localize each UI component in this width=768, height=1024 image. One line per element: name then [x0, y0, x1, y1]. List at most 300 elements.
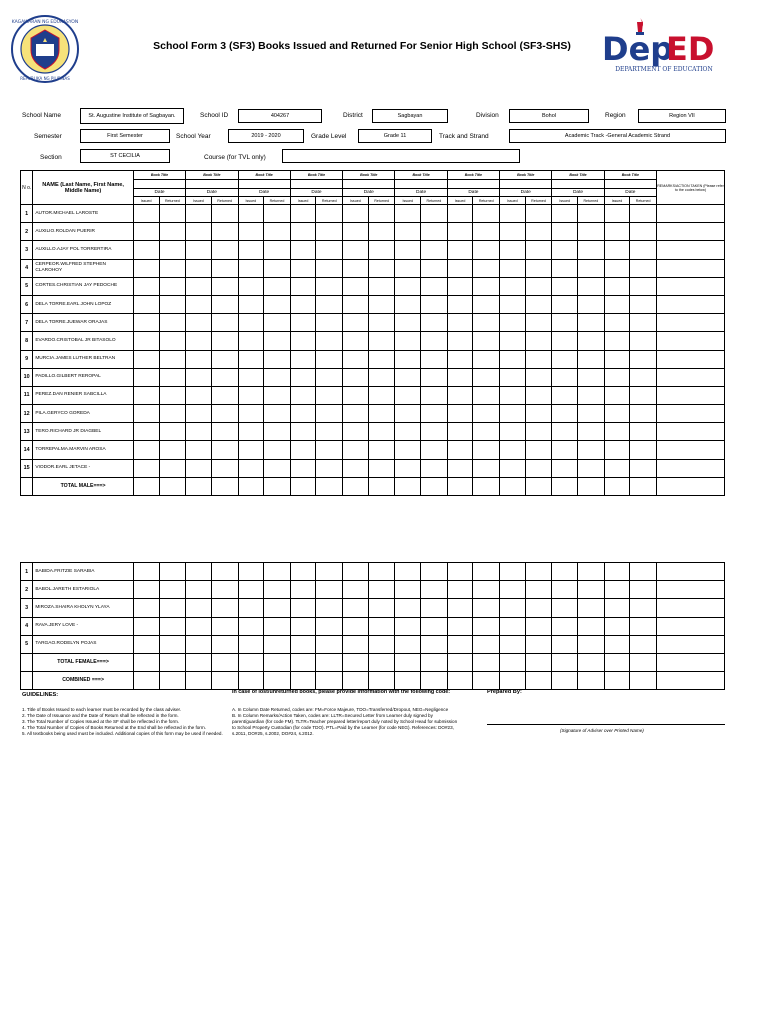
date-returned-cell[interactable]: [159, 314, 186, 332]
date-returned-cell[interactable]: [525, 581, 552, 599]
date-returned-cell[interactable]: [630, 581, 657, 599]
total-cell[interactable]: [395, 653, 421, 671]
date-issued-cell[interactable]: [552, 405, 578, 423]
remarks-cell[interactable]: [657, 563, 725, 581]
date-issued-cell[interactable]: [186, 350, 212, 368]
date-issued-cell[interactable]: [604, 405, 630, 423]
date-issued-cell[interactable]: [604, 223, 630, 241]
date-issued-cell[interactable]: [343, 332, 369, 350]
date-issued-cell[interactable]: [500, 241, 526, 259]
date-issued-cell[interactable]: [290, 241, 316, 259]
date-issued-cell[interactable]: [186, 581, 212, 599]
date-returned-cell[interactable]: [264, 599, 291, 617]
date-issued-cell[interactable]: [552, 314, 578, 332]
date-issued-cell[interactable]: [186, 241, 212, 259]
date-issued-cell[interactable]: [552, 617, 578, 635]
date-issued-cell[interactable]: [552, 332, 578, 350]
date-returned-cell[interactable]: [421, 459, 448, 477]
date-issued-cell[interactable]: [343, 617, 369, 635]
remarks-cell[interactable]: [657, 350, 725, 368]
date-issued-cell[interactable]: [290, 277, 316, 295]
date-issued-cell[interactable]: [447, 295, 473, 313]
date-returned-cell[interactable]: [264, 423, 291, 441]
book-title-cell[interactable]: [343, 180, 395, 189]
total-cell[interactable]: [525, 477, 552, 495]
date-returned-cell[interactable]: [211, 441, 238, 459]
date-returned-cell[interactable]: [421, 581, 448, 599]
date-issued-cell[interactable]: [343, 563, 369, 581]
date-issued-cell[interactable]: [343, 259, 369, 277]
date-issued-cell[interactable]: [552, 599, 578, 617]
date-returned-cell[interactable]: [264, 459, 291, 477]
total-cell[interactable]: [630, 653, 657, 671]
date-issued-cell[interactable]: [238, 563, 264, 581]
date-issued-cell[interactable]: [500, 368, 526, 386]
total-cell[interactable]: [578, 653, 605, 671]
total-cell[interactable]: [238, 671, 264, 689]
date-issued-cell[interactable]: [395, 459, 421, 477]
date-returned-cell[interactable]: [578, 205, 605, 223]
total-cell[interactable]: [264, 477, 291, 495]
book-title-cell[interactable]: [186, 180, 238, 189]
date-issued-cell[interactable]: [133, 368, 159, 386]
date-issued-cell[interactable]: [133, 350, 159, 368]
total-cell[interactable]: [133, 477, 159, 495]
date-returned-cell[interactable]: [316, 386, 343, 404]
date-returned-cell[interactable]: [525, 423, 552, 441]
date-issued-cell[interactable]: [186, 314, 212, 332]
date-returned-cell[interactable]: [211, 241, 238, 259]
date-returned-cell[interactable]: [316, 563, 343, 581]
date-issued-cell[interactable]: [290, 295, 316, 313]
date-issued-cell[interactable]: [500, 277, 526, 295]
date-returned-cell[interactable]: [421, 599, 448, 617]
remarks-cell[interactable]: [657, 405, 725, 423]
date-returned-cell[interactable]: [473, 581, 500, 599]
date-returned-cell[interactable]: [630, 563, 657, 581]
date-issued-cell[interactable]: [447, 205, 473, 223]
date-issued-cell[interactable]: [604, 314, 630, 332]
date-issued-cell[interactable]: [238, 259, 264, 277]
date-returned-cell[interactable]: [630, 332, 657, 350]
date-issued-cell[interactable]: [238, 441, 264, 459]
date-returned-cell[interactable]: [264, 277, 291, 295]
date-returned-cell[interactable]: [578, 563, 605, 581]
date-returned-cell[interactable]: [421, 563, 448, 581]
date-issued-cell[interactable]: [395, 599, 421, 617]
date-returned-cell[interactable]: [578, 259, 605, 277]
date-issued-cell[interactable]: [447, 459, 473, 477]
date-returned-cell[interactable]: [578, 405, 605, 423]
date-issued-cell[interactable]: [500, 223, 526, 241]
date-issued-cell[interactable]: [604, 259, 630, 277]
date-returned-cell[interactable]: [159, 617, 186, 635]
date-returned-cell[interactable]: [211, 459, 238, 477]
date-returned-cell[interactable]: [368, 259, 395, 277]
date-issued-cell[interactable]: [238, 241, 264, 259]
date-issued-cell[interactable]: [133, 635, 159, 653]
total-cell[interactable]: [500, 653, 526, 671]
date-returned-cell[interactable]: [421, 350, 448, 368]
total-cell[interactable]: [421, 671, 448, 689]
date-issued-cell[interactable]: [447, 350, 473, 368]
date-issued-cell[interactable]: [186, 259, 212, 277]
date-issued-cell[interactable]: [238, 295, 264, 313]
date-issued-cell[interactable]: [343, 405, 369, 423]
date-returned-cell[interactable]: [630, 205, 657, 223]
date-issued-cell[interactable]: [290, 205, 316, 223]
total-cell[interactable]: [211, 477, 238, 495]
date-issued-cell[interactable]: [343, 599, 369, 617]
total-cell[interactable]: [368, 671, 395, 689]
date-issued-cell[interactable]: [133, 459, 159, 477]
date-returned-cell[interactable]: [525, 259, 552, 277]
date-returned-cell[interactable]: [578, 581, 605, 599]
date-issued-cell[interactable]: [290, 635, 316, 653]
date-issued-cell[interactable]: [395, 405, 421, 423]
total-cell[interactable]: [525, 653, 552, 671]
date-issued-cell[interactable]: [133, 205, 159, 223]
date-returned-cell[interactable]: [525, 617, 552, 635]
date-issued-cell[interactable]: [343, 423, 369, 441]
date-returned-cell[interactable]: [264, 635, 291, 653]
date-issued-cell[interactable]: [343, 459, 369, 477]
date-issued-cell[interactable]: [290, 599, 316, 617]
date-issued-cell[interactable]: [395, 441, 421, 459]
date-returned-cell[interactable]: [316, 405, 343, 423]
date-returned-cell[interactable]: [473, 314, 500, 332]
date-returned-cell[interactable]: [630, 459, 657, 477]
date-issued-cell[interactable]: [604, 459, 630, 477]
date-issued-cell[interactable]: [500, 441, 526, 459]
total-cell[interactable]: [264, 671, 291, 689]
date-issued-cell[interactable]: [447, 441, 473, 459]
date-issued-cell[interactable]: [500, 635, 526, 653]
date-issued-cell[interactable]: [552, 368, 578, 386]
total-cell[interactable]: [421, 477, 448, 495]
date-issued-cell[interactable]: [447, 223, 473, 241]
total-cell[interactable]: [500, 671, 526, 689]
date-returned-cell[interactable]: [368, 277, 395, 295]
total-cell[interactable]: [473, 477, 500, 495]
date-returned-cell[interactable]: [159, 423, 186, 441]
date-returned-cell[interactable]: [159, 295, 186, 313]
date-returned-cell[interactable]: [525, 241, 552, 259]
total-cell[interactable]: [316, 653, 343, 671]
date-issued-cell[interactable]: [395, 314, 421, 332]
total-cell[interactable]: [290, 477, 316, 495]
date-issued-cell[interactable]: [343, 277, 369, 295]
date-issued-cell[interactable]: [395, 241, 421, 259]
date-issued-cell[interactable]: [395, 581, 421, 599]
date-issued-cell[interactable]: [552, 423, 578, 441]
date-issued-cell[interactable]: [186, 368, 212, 386]
date-returned-cell[interactable]: [525, 205, 552, 223]
date-issued-cell[interactable]: [186, 332, 212, 350]
date-issued-cell[interactable]: [343, 295, 369, 313]
date-returned-cell[interactable]: [578, 368, 605, 386]
date-issued-cell[interactable]: [133, 295, 159, 313]
date-issued-cell[interactable]: [447, 405, 473, 423]
date-issued-cell[interactable]: [500, 581, 526, 599]
date-returned-cell[interactable]: [525, 563, 552, 581]
date-returned-cell[interactable]: [159, 205, 186, 223]
date-returned-cell[interactable]: [316, 332, 343, 350]
date-returned-cell[interactable]: [264, 259, 291, 277]
date-returned-cell[interactable]: [316, 223, 343, 241]
date-issued-cell[interactable]: [186, 563, 212, 581]
total-cell[interactable]: [630, 477, 657, 495]
book-title-cell[interactable]: [395, 180, 447, 189]
total-cell[interactable]: [316, 477, 343, 495]
date-issued-cell[interactable]: [395, 368, 421, 386]
total-cell[interactable]: [211, 671, 238, 689]
total-cell[interactable]: [343, 671, 369, 689]
date-issued-cell[interactable]: [133, 423, 159, 441]
date-returned-cell[interactable]: [525, 295, 552, 313]
date-issued-cell[interactable]: [186, 205, 212, 223]
book-title-cell[interactable]: [447, 180, 499, 189]
total-cell[interactable]: [578, 671, 605, 689]
date-returned-cell[interactable]: [473, 459, 500, 477]
date-returned-cell[interactable]: [316, 368, 343, 386]
remarks-cell[interactable]: [657, 423, 725, 441]
date-issued-cell[interactable]: [447, 386, 473, 404]
date-issued-cell[interactable]: [395, 277, 421, 295]
remarks-cell[interactable]: [657, 635, 725, 653]
date-returned-cell[interactable]: [316, 205, 343, 223]
date-returned-cell[interactable]: [264, 563, 291, 581]
date-issued-cell[interactable]: [500, 259, 526, 277]
date-issued-cell[interactable]: [238, 405, 264, 423]
date-returned-cell[interactable]: [525, 332, 552, 350]
date-returned-cell[interactable]: [473, 368, 500, 386]
date-returned-cell[interactable]: [525, 277, 552, 295]
date-issued-cell[interactable]: [343, 581, 369, 599]
date-issued-cell[interactable]: [186, 635, 212, 653]
date-issued-cell[interactable]: [290, 423, 316, 441]
date-issued-cell[interactable]: [447, 241, 473, 259]
remarks-cell[interactable]: [657, 386, 725, 404]
date-issued-cell[interactable]: [238, 423, 264, 441]
date-issued-cell[interactable]: [186, 423, 212, 441]
date-returned-cell[interactable]: [473, 441, 500, 459]
total-cell[interactable]: [604, 477, 630, 495]
date-issued-cell[interactable]: [238, 205, 264, 223]
total-cell[interactable]: [552, 671, 578, 689]
date-issued-cell[interactable]: [186, 599, 212, 617]
date-issued-cell[interactable]: [447, 563, 473, 581]
date-issued-cell[interactable]: [133, 581, 159, 599]
date-issued-cell[interactable]: [290, 259, 316, 277]
date-issued-cell[interactable]: [552, 441, 578, 459]
date-returned-cell[interactable]: [368, 459, 395, 477]
date-issued-cell[interactable]: [343, 441, 369, 459]
date-returned-cell[interactable]: [578, 635, 605, 653]
remarks-cell[interactable]: [657, 368, 725, 386]
date-issued-cell[interactable]: [604, 386, 630, 404]
date-issued-cell[interactable]: [186, 295, 212, 313]
date-issued-cell[interactable]: [395, 635, 421, 653]
date-returned-cell[interactable]: [578, 314, 605, 332]
date-returned-cell[interactable]: [473, 332, 500, 350]
date-returned-cell[interactable]: [368, 332, 395, 350]
date-returned-cell[interactable]: [211, 581, 238, 599]
total-cell[interactable]: [211, 653, 238, 671]
remarks-cell[interactable]: [657, 205, 725, 223]
remarks-cell[interactable]: [657, 259, 725, 277]
date-issued-cell[interactable]: [604, 635, 630, 653]
date-returned-cell[interactable]: [159, 405, 186, 423]
date-returned-cell[interactable]: [159, 223, 186, 241]
date-issued-cell[interactable]: [447, 314, 473, 332]
date-returned-cell[interactable]: [421, 241, 448, 259]
date-returned-cell[interactable]: [630, 368, 657, 386]
date-returned-cell[interactable]: [368, 314, 395, 332]
remarks-cell[interactable]: [657, 617, 725, 635]
date-issued-cell[interactable]: [290, 563, 316, 581]
date-returned-cell[interactable]: [578, 350, 605, 368]
date-issued-cell[interactable]: [186, 386, 212, 404]
date-issued-cell[interactable]: [447, 581, 473, 599]
total-cell[interactable]: [186, 653, 212, 671]
date-issued-cell[interactable]: [343, 223, 369, 241]
date-returned-cell[interactable]: [630, 617, 657, 635]
date-returned-cell[interactable]: [316, 459, 343, 477]
date-issued-cell[interactable]: [604, 441, 630, 459]
date-issued-cell[interactable]: [395, 332, 421, 350]
date-issued-cell[interactable]: [500, 423, 526, 441]
date-returned-cell[interactable]: [316, 635, 343, 653]
date-returned-cell[interactable]: [421, 223, 448, 241]
date-returned-cell[interactable]: [630, 295, 657, 313]
date-issued-cell[interactable]: [395, 386, 421, 404]
date-returned-cell[interactable]: [630, 386, 657, 404]
date-returned-cell[interactable]: [368, 581, 395, 599]
date-returned-cell[interactable]: [578, 386, 605, 404]
date-issued-cell[interactable]: [552, 259, 578, 277]
date-issued-cell[interactable]: [552, 635, 578, 653]
date-returned-cell[interactable]: [211, 563, 238, 581]
date-returned-cell[interactable]: [525, 350, 552, 368]
date-issued-cell[interactable]: [238, 386, 264, 404]
date-returned-cell[interactable]: [630, 277, 657, 295]
date-issued-cell[interactable]: [604, 617, 630, 635]
date-returned-cell[interactable]: [421, 423, 448, 441]
date-issued-cell[interactable]: [186, 277, 212, 295]
total-cell[interactable]: [343, 477, 369, 495]
total-cell[interactable]: [159, 477, 186, 495]
date-returned-cell[interactable]: [630, 635, 657, 653]
date-returned-cell[interactable]: [264, 314, 291, 332]
date-returned-cell[interactable]: [578, 241, 605, 259]
date-issued-cell[interactable]: [238, 368, 264, 386]
date-issued-cell[interactable]: [500, 599, 526, 617]
date-returned-cell[interactable]: [211, 205, 238, 223]
date-returned-cell[interactable]: [473, 295, 500, 313]
date-issued-cell[interactable]: [186, 441, 212, 459]
date-issued-cell[interactable]: [186, 459, 212, 477]
date-issued-cell[interactable]: [500, 405, 526, 423]
date-issued-cell[interactable]: [552, 277, 578, 295]
date-issued-cell[interactable]: [290, 368, 316, 386]
date-returned-cell[interactable]: [368, 405, 395, 423]
date-issued-cell[interactable]: [395, 563, 421, 581]
date-issued-cell[interactable]: [238, 350, 264, 368]
date-returned-cell[interactable]: [316, 259, 343, 277]
date-returned-cell[interactable]: [211, 295, 238, 313]
total-cell[interactable]: [159, 653, 186, 671]
date-returned-cell[interactable]: [578, 277, 605, 295]
date-issued-cell[interactable]: [343, 635, 369, 653]
date-issued-cell[interactable]: [552, 563, 578, 581]
date-issued-cell[interactable]: [290, 581, 316, 599]
date-returned-cell[interactable]: [211, 368, 238, 386]
book-title-cell[interactable]: [133, 180, 185, 189]
date-returned-cell[interactable]: [368, 386, 395, 404]
date-issued-cell[interactable]: [395, 617, 421, 635]
date-issued-cell[interactable]: [604, 581, 630, 599]
total-cell[interactable]: [578, 477, 605, 495]
date-returned-cell[interactable]: [473, 599, 500, 617]
date-issued-cell[interactable]: [604, 563, 630, 581]
date-issued-cell[interactable]: [290, 223, 316, 241]
date-returned-cell[interactable]: [525, 405, 552, 423]
date-returned-cell[interactable]: [368, 241, 395, 259]
date-issued-cell[interactable]: [552, 350, 578, 368]
date-returned-cell[interactable]: [316, 423, 343, 441]
date-issued-cell[interactable]: [238, 332, 264, 350]
date-issued-cell[interactable]: [500, 350, 526, 368]
date-issued-cell[interactable]: [238, 617, 264, 635]
date-returned-cell[interactable]: [211, 350, 238, 368]
date-issued-cell[interactable]: [500, 617, 526, 635]
book-title-cell[interactable]: [604, 180, 656, 189]
date-returned-cell[interactable]: [316, 314, 343, 332]
date-returned-cell[interactable]: [578, 423, 605, 441]
date-returned-cell[interactable]: [264, 368, 291, 386]
remarks-cell[interactable]: [657, 441, 725, 459]
date-returned-cell[interactable]: [630, 405, 657, 423]
date-returned-cell[interactable]: [368, 441, 395, 459]
date-issued-cell[interactable]: [604, 332, 630, 350]
date-issued-cell[interactable]: [343, 314, 369, 332]
date-returned-cell[interactable]: [264, 295, 291, 313]
total-cell[interactable]: [447, 477, 473, 495]
date-returned-cell[interactable]: [159, 563, 186, 581]
date-issued-cell[interactable]: [133, 599, 159, 617]
date-issued-cell[interactable]: [500, 563, 526, 581]
date-issued-cell[interactable]: [186, 405, 212, 423]
date-issued-cell[interactable]: [604, 205, 630, 223]
remarks-cell[interactable]: [657, 295, 725, 313]
date-returned-cell[interactable]: [211, 277, 238, 295]
date-returned-cell[interactable]: [525, 314, 552, 332]
total-cell[interactable]: [186, 477, 212, 495]
date-issued-cell[interactable]: [343, 368, 369, 386]
date-returned-cell[interactable]: [473, 635, 500, 653]
date-issued-cell[interactable]: [604, 295, 630, 313]
date-returned-cell[interactable]: [316, 599, 343, 617]
date-returned-cell[interactable]: [525, 386, 552, 404]
date-issued-cell[interactable]: [500, 314, 526, 332]
date-returned-cell[interactable]: [630, 223, 657, 241]
total-cell[interactable]: [447, 671, 473, 689]
total-cell[interactable]: [343, 653, 369, 671]
date-returned-cell[interactable]: [525, 635, 552, 653]
date-returned-cell[interactable]: [578, 332, 605, 350]
date-returned-cell[interactable]: [473, 241, 500, 259]
